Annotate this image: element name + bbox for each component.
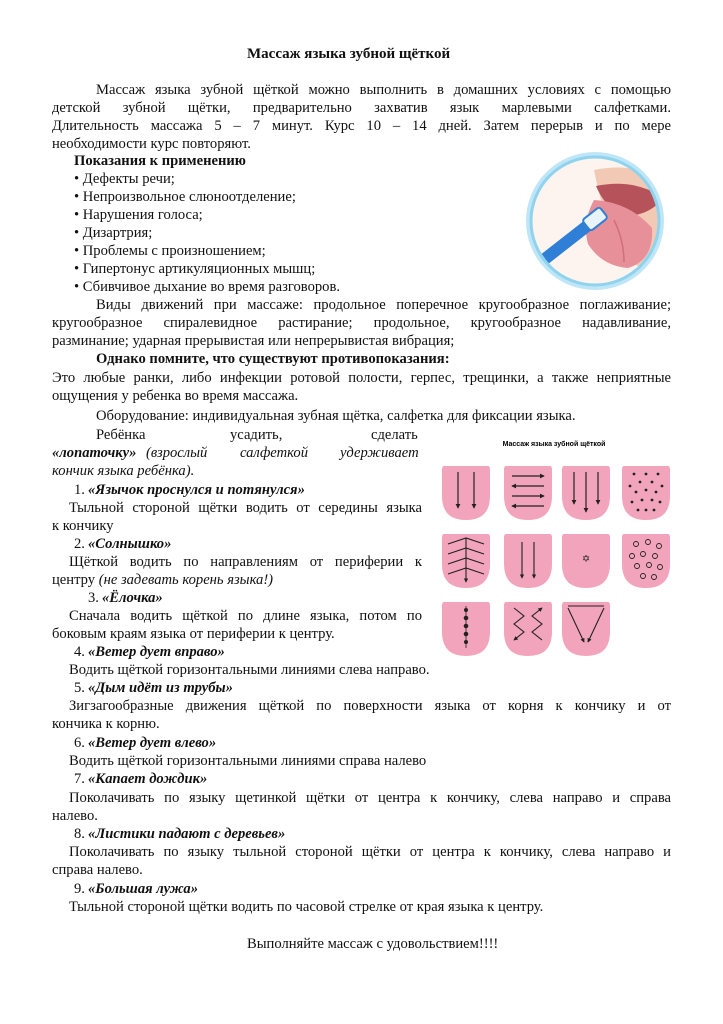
exercise-text: Щёткой водить по направлениям от периферии к: [69, 554, 422, 570]
position-word: салфеткой: [240, 445, 308, 461]
tongue-figure: [442, 466, 490, 520]
tongue-figure: [504, 602, 552, 656]
exercise-text: кончика к корню.: [52, 716, 160, 732]
tongue-figure: [504, 466, 552, 520]
position-word: усадить,: [230, 427, 283, 443]
intro-line-1: Массаж языка зубной щёткой можно выполнить в домашних условиях с помощью: [96, 82, 671, 98]
movements-line-3: разминание; ударная прерывистая или непрерывистая вибрация;: [52, 333, 455, 349]
exercise-text: Тыльной стороной щётки водить по часовой стрелке от края языка к центру.: [69, 899, 544, 915]
contra-line-1: Это любые ранки, либо инфекции ротовой полости, герпес, трещинки, а также неприятные: [52, 370, 671, 386]
indication-item: • Гипертонус артикуляционных мышц;: [74, 261, 316, 277]
position-word: (взрослый: [146, 445, 208, 461]
exercise-number: 6.: [74, 735, 85, 751]
indication-item: • Проблемы с произношением;: [74, 243, 266, 259]
exercise-name: «Ёлочка»: [102, 590, 163, 606]
exercise-text: Сначала водить щёткой по длине языка, потом по: [69, 608, 422, 624]
closing-text: Выполняйте массаж с удовольствием!!!!: [247, 936, 499, 952]
exercise-text: Водить щёткой горизонтальными линиями слева направо.: [69, 662, 430, 678]
exercise-text: Зигзагообразные движения щёткой по поверхности языка от корня к кончику и от: [69, 698, 671, 714]
indications-heading: Показания к применению: [74, 153, 246, 169]
exercise-text: Тыльной стороной щётки водить от середины языка: [69, 500, 422, 516]
page-title: Массаж языка зубной щёткой: [247, 46, 451, 62]
position-word: удерживает: [340, 445, 419, 461]
indication-item: • Дизартрия;: [74, 225, 153, 241]
contra-line-2: ощущения у ребенка во время массажа.: [52, 388, 299, 404]
tongue-figure: [504, 534, 552, 588]
tongue-figure: [442, 534, 490, 588]
exercise-name: «Листики падают с деревьев»: [88, 826, 286, 842]
exercise-text: Поколачивать по языку тыльной стороной щётки от центра к кончику, слева направо и: [69, 844, 671, 860]
exercise-name: «Большая лужа»: [88, 881, 198, 897]
tongue-figure: [562, 602, 610, 656]
indication-item: • Дефекты речи;: [74, 171, 175, 187]
exercise-text: справа налево.: [52, 862, 143, 878]
indication-item: • Сбивчивое дыхание во время разговоров.: [74, 279, 341, 295]
exercise-tail: центру: [52, 572, 96, 588]
position-line-3: кончик языка ребёнка).: [52, 463, 195, 479]
exercise-number: 5.: [74, 680, 85, 696]
exercise-number: 1.: [74, 482, 85, 498]
exercise-text: Поколачивать по языку щетинкой щётки от центра к кончику, слева направо и справа: [69, 790, 671, 806]
position-word: «лопаточку»: [52, 445, 137, 461]
exercise-note: (не задевать корень языка!): [98, 572, 274, 588]
star-icon: ✡: [581, 554, 591, 565]
contra-heading: Однако помните, что существуют противопоказания:: [96, 351, 450, 367]
exercise-name: «Ветер дует вправо»: [88, 644, 225, 660]
tongue-figure: [622, 466, 670, 520]
position-word: сделать: [371, 427, 418, 443]
exercise-name: «Солнышко»: [88, 536, 172, 552]
exercise-text: Водить щёткой горизонтальными линиями справа налево: [69, 753, 427, 769]
tongue-figure: [442, 602, 490, 656]
exercise-name: «Ветер дует влево»: [88, 735, 217, 751]
exercise-number: 3.: [88, 590, 99, 606]
exercise-number: 2.: [74, 536, 85, 552]
exercise-text-tail: [52, 571, 273, 589]
tongue-figure: [622, 534, 670, 588]
exercise-text: боковым краям языка от периферии к центру.: [52, 626, 335, 642]
intro-line-4: необходимости курс повторяют.: [52, 136, 251, 152]
movements-line-2: кругообразное спиралевидное растирание; продольное, кругообразное надавливание,: [52, 315, 671, 331]
position-word: Ребёнка: [96, 427, 146, 443]
intro-line-2: детской зубной щётки, предварительно захватив язык марлевыми салфетками.: [52, 100, 671, 116]
exercise-name: «Капает дождик»: [88, 771, 208, 787]
exercise-name: «Дым идёт из трубы»: [88, 680, 233, 696]
exercise-text: к кончику: [52, 518, 114, 534]
movements-line-1: Виды движений при массаже: продольное поперечное кругообразное поглаживание;: [96, 297, 671, 313]
tongue-figure: [562, 466, 610, 520]
intro-line-3: Длительность массажа 5 – 7 минут. Курс 10 – 14 дней. Затем перерыв и по мере: [52, 118, 671, 134]
exercise-name: «Язычок проснулся и потянулся»: [88, 482, 305, 498]
diagram-title: Массаж языка зубной щёткой: [502, 441, 606, 448]
indication-item: • Нарушения голоса;: [74, 207, 203, 223]
indication-item: • Непроизвольное слюноотделение;: [74, 189, 296, 205]
tongue-figure: [562, 534, 610, 588]
tongue-massage-diagram: [432, 432, 676, 660]
equipment-text: Оборудование: индивидуальная зубная щётка, салфетка для фиксации языка.: [96, 408, 576, 424]
exercise-text: налево.: [52, 808, 98, 824]
tongue-brush-photo: [524, 150, 666, 292]
exercise-number: 4.: [74, 644, 85, 660]
exercise-number: 7.: [74, 771, 85, 787]
exercise-number: 8.: [74, 826, 85, 842]
exercise-number: 9.: [74, 881, 85, 897]
